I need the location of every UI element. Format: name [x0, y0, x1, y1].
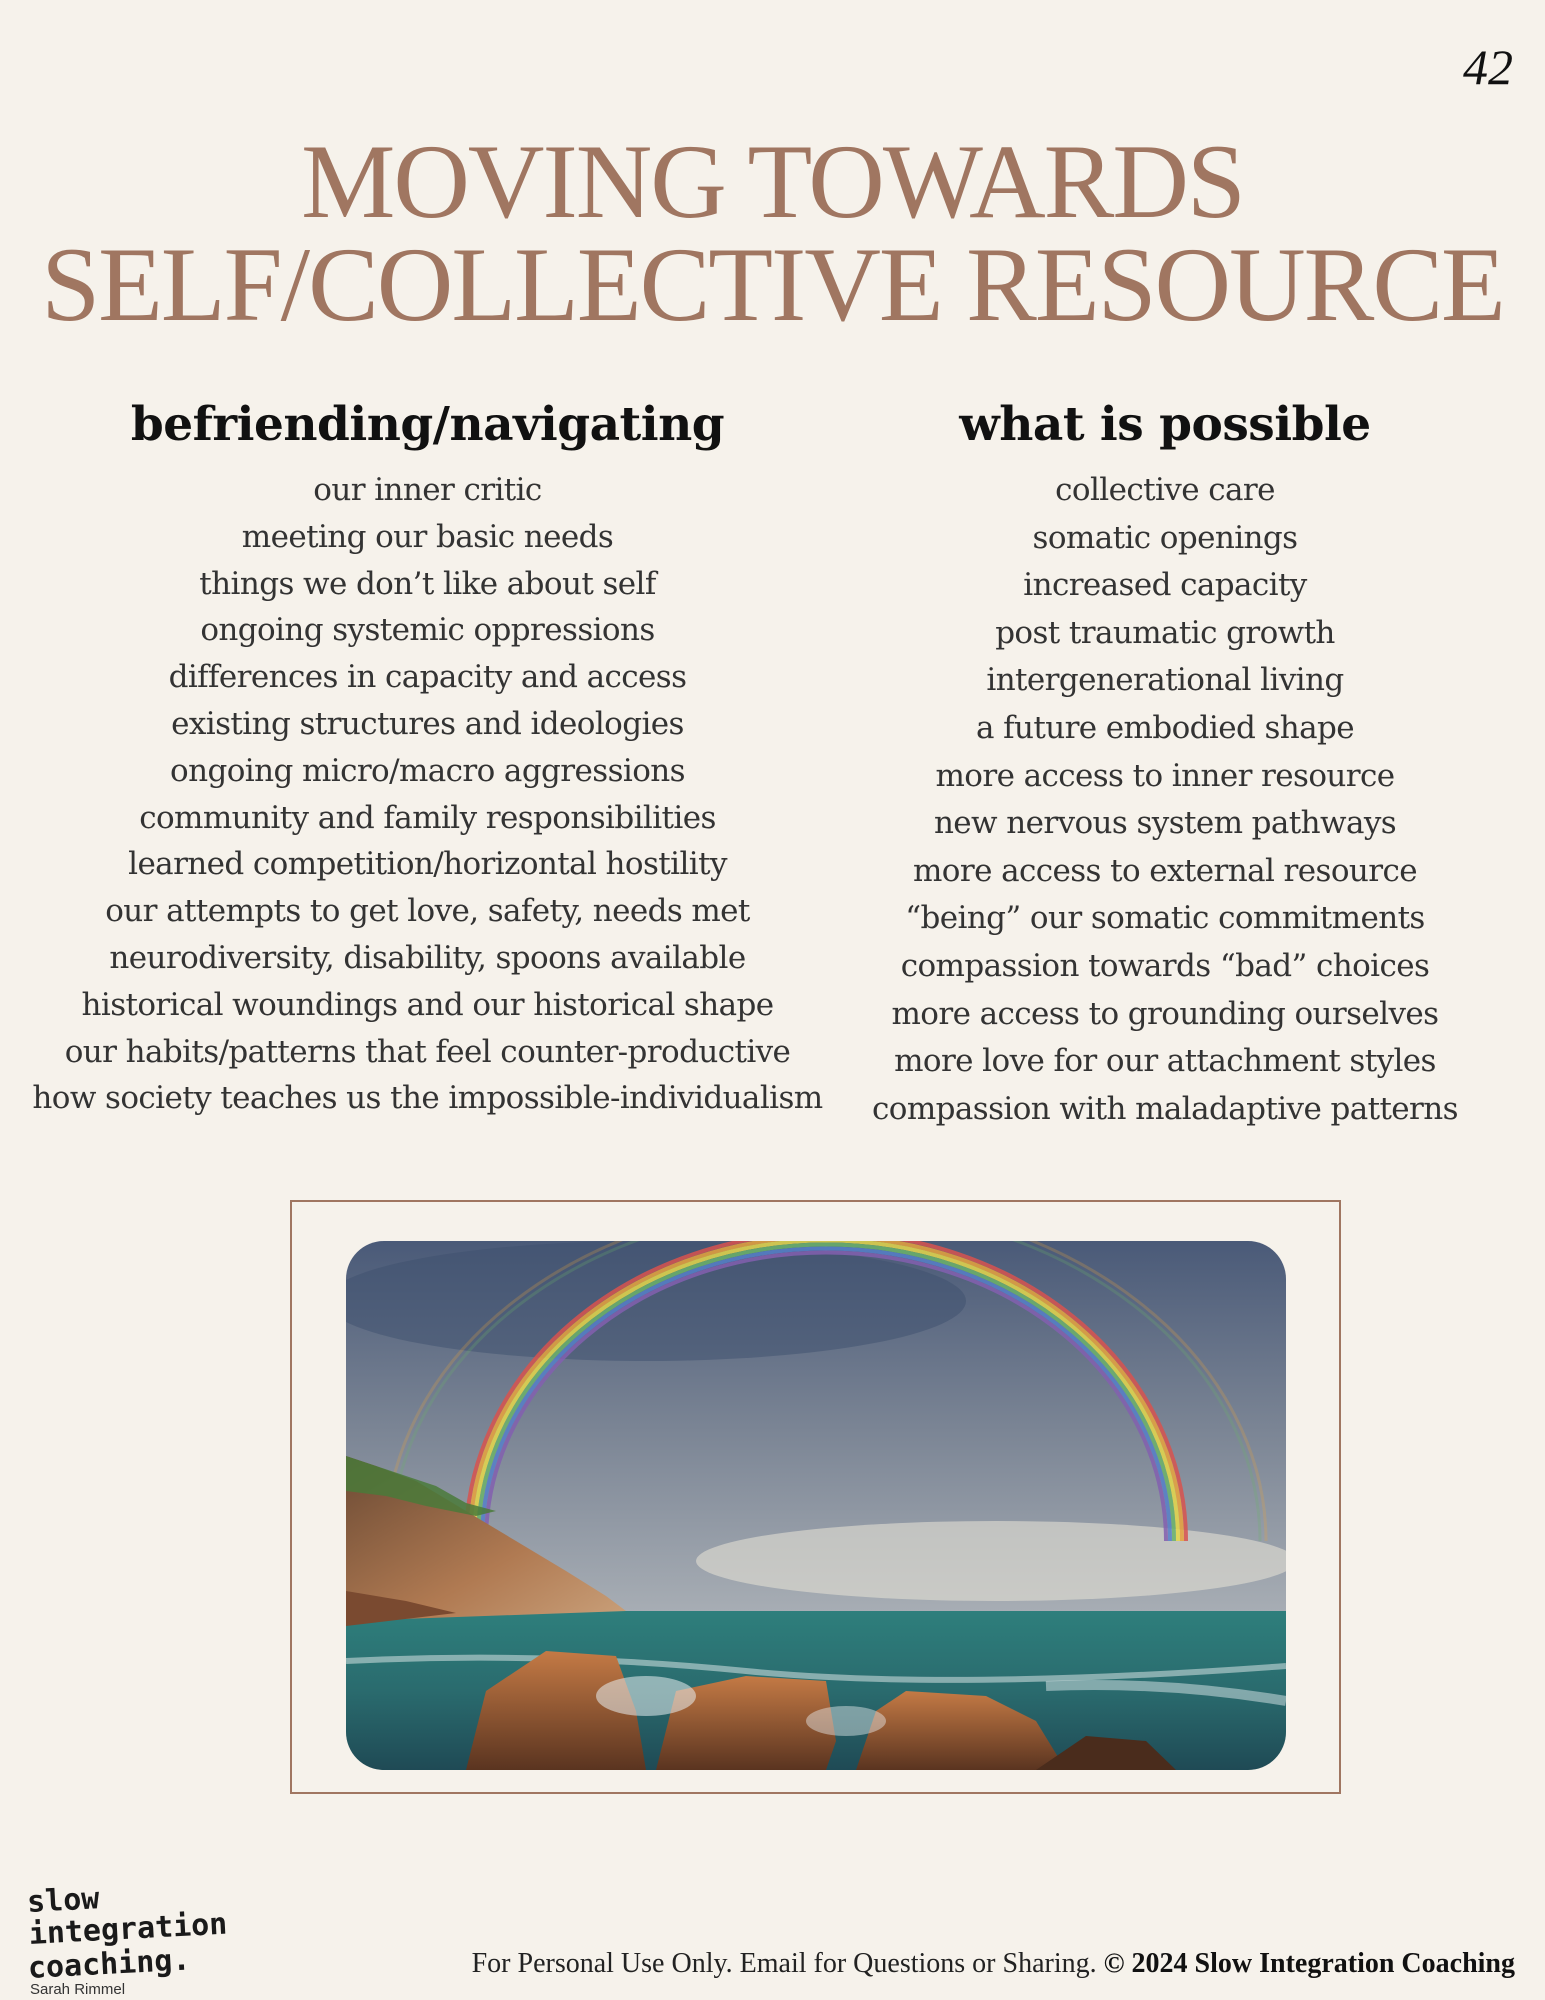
list-item: a future embodied shape: [975, 709, 1354, 746]
page-title-line-2: SELF/COLLECTIVE RESOURCE: [41, 226, 1504, 343]
list-item: “being” our somatic commitments: [905, 900, 1425, 937]
list-item: new nervous system pathways: [933, 805, 1397, 842]
list-item: compassion with maladaptive patterns: [872, 1090, 1458, 1127]
list-item: intergenerational living: [986, 662, 1344, 699]
list-item: our attempts to get love, safety, needs met: [105, 893, 750, 930]
befriending-column: [0, 395, 855, 1122]
list-item: meeting our basic needs: [241, 518, 614, 555]
list-item: learned competition/horizontal hostility: [128, 846, 727, 883]
possible-list: [815, 467, 1515, 1133]
footer-text: For Personal Use Only. Email for Questions or Sharing.: [471, 1948, 1104, 1979]
footer-copyright: © 2024 Slow Integration Coaching: [1103, 1948, 1515, 1979]
befriending-list: [0, 467, 855, 1122]
list-item: differences in capacity and access: [168, 659, 687, 696]
logo-author: Sarah Rimmel: [30, 1981, 126, 1998]
possible-heading: what is possible: [959, 397, 1371, 452]
list-item: collective care: [1055, 472, 1275, 508]
page-number: 42: [1463, 39, 1513, 95]
list-item: more access to grounding ourselves: [891, 995, 1439, 1032]
befriending-heading: befriending/navigating: [130, 397, 725, 452]
list-item: more love for our attachment styles: [894, 1043, 1436, 1080]
brand-logo: [26, 1881, 308, 1998]
page-title-line-1: MOVING TOWARDS: [301, 123, 1244, 240]
rainbow-photo: [346, 1241, 1286, 1770]
list-item: increased capacity: [1023, 567, 1307, 604]
list-item: compassion towards “bad” choices: [900, 947, 1430, 984]
list-item: more access to inner resource: [935, 757, 1395, 794]
list-item: how society teaches us the impossible-individualism: [32, 1080, 823, 1117]
list-item: ongoing micro/macro aggressions: [170, 752, 685, 789]
page-title: [0, 123, 1545, 343]
list-item: more access to external resource: [913, 852, 1417, 889]
list-item: neurodiversity, disability, spoons available: [109, 939, 746, 976]
list-item: existing structures and ideologies: [171, 705, 684, 742]
list-item: somatic openings: [1032, 519, 1298, 556]
footer-notice: [472, 1948, 1515, 1980]
logo-line-2: coaching.: [27, 1942, 192, 1986]
list-item: our inner critic: [313, 472, 542, 508]
list-item: historical woundings and our historical shape: [81, 986, 774, 1023]
list-item: our habits/patterns that feel counter-productive: [64, 1033, 791, 1070]
list-item: community and family responsibilities: [139, 799, 716, 836]
logo-line-1: slow integration: [26, 1881, 229, 1952]
list-item: post traumatic growth: [995, 614, 1335, 651]
possible-column: [815, 395, 1515, 1133]
list-item: ongoing systemic oppressions: [200, 612, 655, 649]
list-item: things we don’t like about self: [199, 565, 656, 602]
